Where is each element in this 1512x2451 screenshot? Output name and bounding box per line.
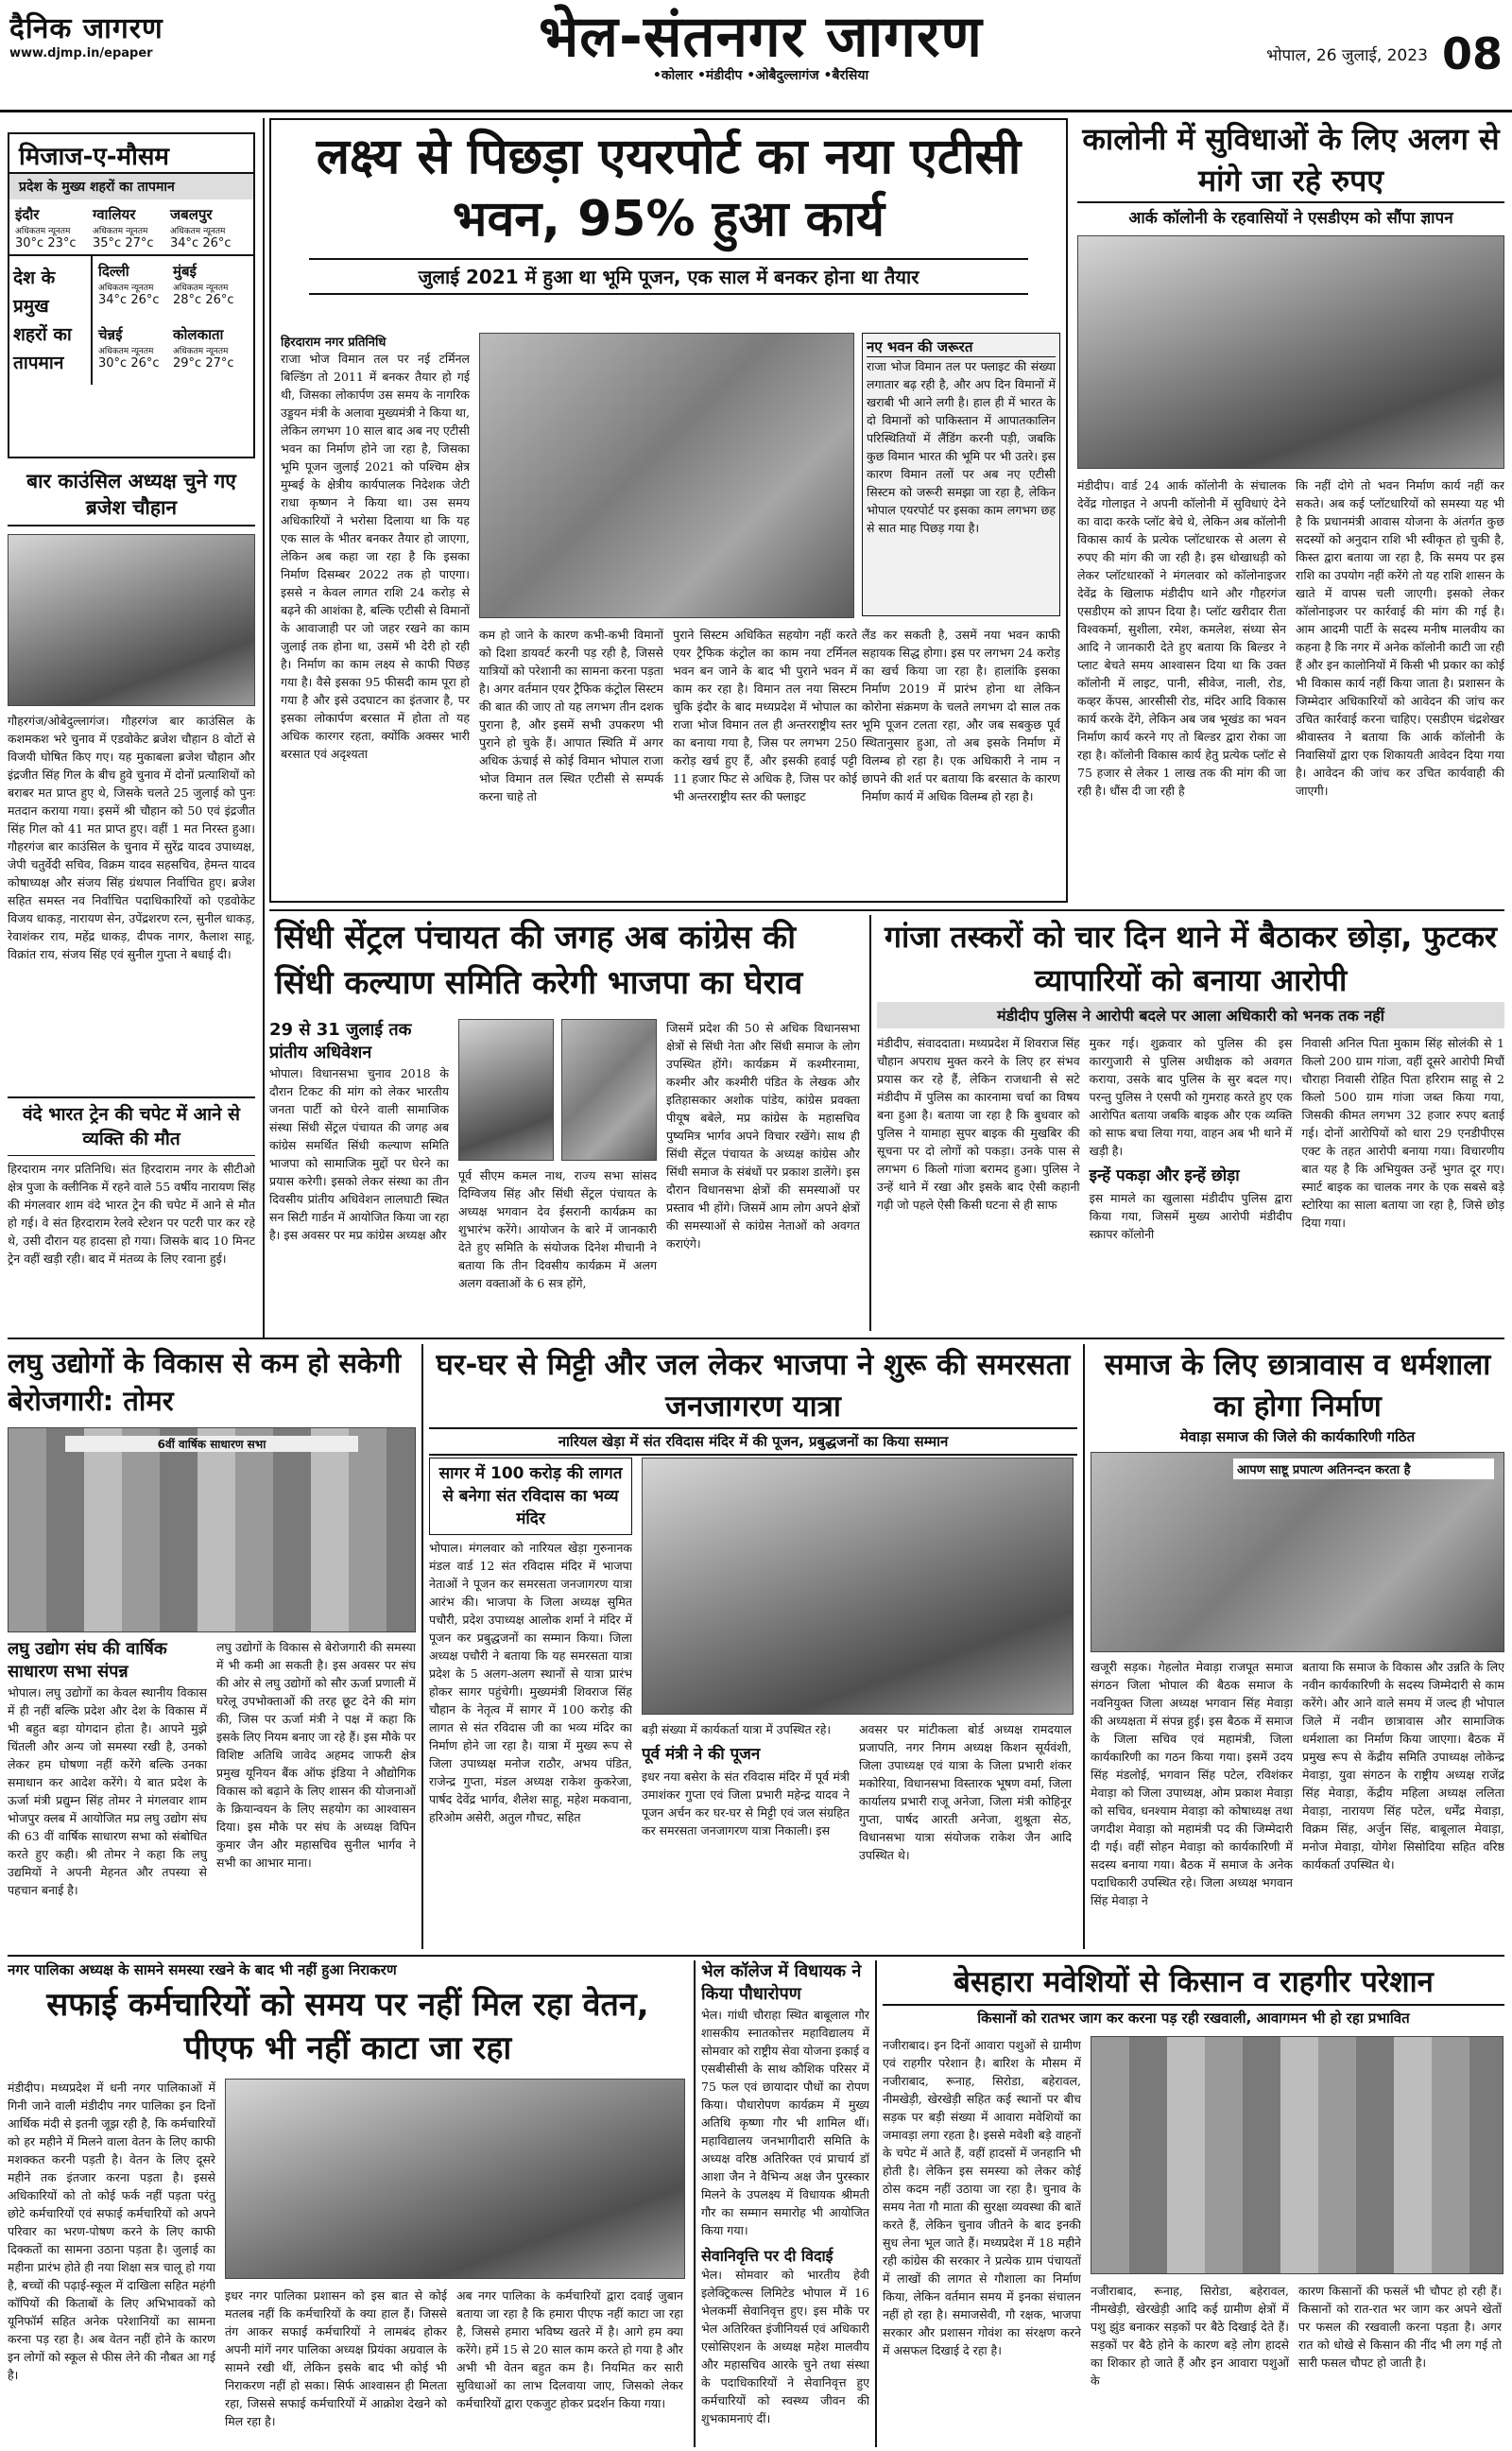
col3: अब नगर पालिका के कर्मचारियों द्वारा दवाई जुबान बताया जा रहा है कि हमारा पीएफ नहीं काटा जा रहा है, जिससे हमारा भविष्य खतरे में है। आगे हम क्या करेंगे। हमें 15 से 20 साल काम करते हो गया है और अभी भी वेतन बहुत कम है। नियमित कर सारी सुविधाओं का लाभ दिलवाया जाए, जिसको लेकर कर्मचारियों द्वारा एकजुट होकर प्रदर्शन किया गया।	[456, 2288, 683, 2410]
col3: अवसर पर मांटीकला बोर्ड अध्यक्ष रामदयाल प्रजापति, नगर निगम अध्यक्ष किशन सूर्यवंशी, जिला उपाध्यक्ष एवं यात्रा के जिला प्रभारी शंकर मकोरिया, विधानसभा विस्तारक भूषण वर्मा, जिला कार्यालय प्रभारी राजू अनेजा, जिला मंत्री कोहिनूर गुप्ता, पार्षद आरती अनेजा, शुश्रूता सेठ, विधानसभा यात्रा संयोजक राकेश जैन आदि उपस्थित थे।	[859, 1722, 1072, 1862]
headline: सिंधी सेंट्रल पंचायत की जगह अब कांग्रेस की सिंधी कल्याण समिति करेगी भाजपा का घेराव	[275, 919, 803, 1002]
headline: लक्ष्य से पिछड़ा एयरपोर्ट का नया एटीसी भवन, 95% हुआ कार्य	[316, 129, 1022, 248]
subhead: किसानों को रातभर जाग कर करना पड़ रही रखवाली, आवागमन भी हो रहा प्रभावित	[883, 2004, 1504, 2028]
box-title: नए भवन की जरूरत	[867, 337, 1056, 357]
col3: निवासी अनिल पिता मुकाम सिंह सोलंकी से 1 किलो 200 ग्राम गांजा, वहीं दूसरे आरोपी मिचौं चौराहा निवासी रोहित पिता हरिराम साहू से 2 किलो 500 ग्राम गांजा जब्त किया गया, जिसकी कीमत लगभग 32 हजार रुपए बताई गई। दोनों आरोपियों को धारा 29 एनडीपीएस एक्ट के तहत आरोपी बनाया गया। विचारणीय बात यह है कि अभियुक्त उन्हें भुगत दूर गए। स्मार्ट बाइक का चालक नगर के एक सबसे बड़े स्टोरिया का साला बताया जा रहा है, जिसे छोड़ दिया गया।	[1301, 1036, 1504, 1230]
sub: सेवानिवृत्ति पर दी विदाई	[701, 2247, 833, 2265]
story-safai	[8, 1960, 688, 2447]
city-gwalior: ग्वालियर अधिकतम न्यूनतम 35°c 27°c	[93, 206, 154, 250]
cattle-photo	[1091, 2036, 1503, 2274]
story-airport	[269, 118, 1068, 903]
col1: भोपाल। मंगलवार को नारियल खेड़ा गुरुनानक मंडल वार्ड 12 संत रविदास मंदिर में भाजपा नेताओं ने पूजन कर समरसता जनजागरण यात्रा आरंभ की। भाजपा के जिला अध्यक्ष सुमित पचौरी, प्रदेश उपाध्यक्ष आलोक शर्मा ने मंदिर में पूजन कर प्रबुद्धजनों का सम्मान किया। जिला अध्यक्ष पचौरी ने बताया कि यह समरसता यात्रा प्रदेश के 5 अलग-अलग स्थानों से यात्रा प्रारंभ होकर सागर पहुंचेगी। मुख्यमंत्री शिवराज सिंह चौहान के नेतृत्व में सागर में 100 करोड़ की लागत से संत रविदास जी का भव्य मंदिर का निर्माण होने जा रहा है। यात्रा में मुख्य रूप से जिला उपाध्यक्ष मनोज राठौर, अभय पंडित, राजेन्द्र गुप्ता, मंडल अध्यक्ष राकेश कुकरेजा, पार्षद देवेंद्र भार्गव, शैलेश साहू, महेश मकवाना, हरिओम असेरी, अतुल गौचट, सहित	[429, 1541, 632, 1824]
col2-b: इस मामले का खुलासा मंडीदीप पुलिस द्वारा किया गया, जिसमें मुख्य आरोपी मंडीदीप स्क्रापर कॉलोनी	[1089, 1191, 1293, 1241]
newspaper-name: दैनिक जागरण	[9, 12, 163, 45]
portrait-photo-2	[561, 1019, 657, 1161]
headline: कालोनी में सुविधाओं के लिए अलग से मांगे जा रहे रुपए	[1082, 121, 1500, 198]
story-colony	[1077, 118, 1504, 903]
page-number: 08	[1441, 28, 1503, 79]
masthead-title-block	[510, 0, 1011, 84]
col3: पुराने सिस्टम अधिकित सहयोग नहीं करते एयर ट्रैफिक कंट्रोल का काम नया टर्मिनल भवन बन जाने के बाद भी पुराने भवन में काम कर रहा है। विमान तल नया सिस्टम चुकि इंदौर के बाद मध्यप्रदेश में भोपाल का राजा भोज विमान तल ही अन्तरराष्ट्रीय स्तर का बनाया गया है, जिस पर लगभग 250 करोड़ खर्च हुए हैं, और इसकी हवाई पट्टी 11 हजार फिट से अधिक है, जिस पर कोई भी अन्तरराष्ट्रीय स्तर की फ्लाइट	[673, 628, 857, 803]
headline: गांजा तस्करों को चार दिन थाने में बैठाकर छोड़ा, फुटकर व्यापारियों को बनाया आरोपी	[884, 919, 1498, 998]
country-label: देश के प्रमुख शहरों का तापमान	[9, 256, 93, 385]
weather-box	[8, 132, 255, 458]
headline: बार काउंसिल अध्यक्ष चुने गए ब्रजेश चौहान	[8, 468, 255, 526]
story-bar-council	[8, 468, 255, 1092]
sub2-body: इधर नया बसेरा के संत रविदास मंदिर में पूर्व मंत्री उमाशंकर गुप्ता एवं जिला प्रभारी महेन्द्र यादव ने पूजन अर्चन कर घर-घर से मिट्टी एवं जल संग्रहित कर समरसता जनजागरण यात्रा निकाली। इस	[642, 1769, 850, 1838]
atc-building-photo	[479, 333, 854, 618]
story-mavesh	[883, 1960, 1504, 2447]
col3: जिसमें प्रदेश की 50 से अधिक विधानसभा क्षेत्रों से सिंधी नेता और सिंधी समाज के लोग उपस्थित होंगे। कार्यक्रम में कश्मीरनामा, कश्मीर और कश्मीरी पंडित के लेखक और इतिहासकार अशोक पांडेय, कांग्रेस प्रवक्ता पीयूष बबेले, मप्र कांग्रेस के महासचिव पुष्यमित्र भार्गव अपने विचार रखेंगे। साथ ही सिंधी सेंट्रल पंचायत के अध्यक्ष कांग्रेस और सिंधी समाज के संबंधों पर प्रकाश डालेंगे। इस दौरान विधानसभा क्षेत्रों की समस्याओं पर प्रस्ताव भी होंगे। जिसमें आम लोग अपने क्षेत्रों की समस्याओं से कांग्रेस नेताओं को अवगत कराएंगे।	[666, 1021, 860, 1251]
city-delhi: दिल्ली अधिकतम न्यूनतम 34°c 26°c	[98, 263, 160, 307]
photo-banner: 6वीं वार्षिक साधारण सभा	[65, 1436, 358, 1452]
sub: 29 से 31 जुलाई तक प्रांतीय अधिवेशन	[269, 1020, 412, 1062]
city-kolkata: कोलकाता अधिकतम न्यूनतम 29°c 27°c	[173, 326, 234, 371]
col1: खजूरी सड़क। गेहलोत मेवाड़ा राजपूत समाज संगठन जिला भोपाल की बैठक समाज के नवनियुक्त जिला अध्यक्ष भगवान सिंह मेवाड़ा की अध्यक्षता में संपन्न हुई। इस बैठक में समाज के जिला सचिव एवं महामंत्री, जिला कार्यकारिणी का गठन किया गया। इसमें उदय सिंह मंडलोई, भगवान सिंह पटेल, रविशंकर मेवाड़ा को जिला उपाध्यक्ष, ओम प्रकाश मेवाड़ा को सचिव, धनश्याम मेवाड़ा को कोषाध्यक्ष तथा जगदीश मेवाड़ा को महामंत्री पद की जिम्मेदारी दी गई। वहीं सोहन मेवाड़ा को कार्यकारिणी में सदस्य बनाया गया। बैठक में समाज के अनेक पदाधिकारी उपस्थित रहे। जिला अध्यक्ष भगवान सिंह मेवाड़ा ने	[1091, 1660, 1293, 1907]
edition-places: •कोलार •मंडीदीप •ओबैदुल्लागंज •बैरसिया	[652, 68, 869, 83]
city-jabalpur: जबलपुर अधिकतम न्यूनतम 34°c 26°c	[170, 206, 232, 250]
masthead-dateline	[1162, 28, 1503, 79]
colony-memo-photo	[1077, 235, 1504, 469]
col1: मंडीदीप, संवाददाता। मध्यप्रदेश में शिवराज सिंह चौहान अपराध मुक्त करने के लिए हर संभव प्रयास कर रहे हैं, लेकिन राजधानी से सटे मंडीदीप में पुलिस का कारनामा चर्चा का विषय बना हुआ है। बताया जा रहा है कि बुधवार को पुलिस ने यामाहा सुपर बाइक की मुखबिर की सूचना पर दो लोगों को पकड़ा। उनके पास से लगभग 6 किलो गांजा बरामद हुआ। पुलिस ने उन्हें थाने में रखा और इसके बाद ऐसी कहानी गढ़ी जो पहले ऐसी किसी घटना से ही साफ	[877, 1036, 1080, 1212]
issue-date: भोपाल, 26 जुलाई, 2023	[1266, 45, 1428, 65]
col5: लैंड कर सकती है, उसमें नया भवन काफी सहायक सिद्ध होगा। इस पर लगभग 24 करोड़ का खर्च किया जा रहा है। हालांकि इसका निर्माण 2019 में प्रारंभ होना था लेकिन कोरोना संक्रमण के चलते लगभग दो साल तक भूमि पूजन टलता रहा, और जब सबकुछ पूर्व स्थितानुसार हुआ, तो अब इसके निर्माण में विलम्ब हो रहा है। एक अधिकारी ने नाम न छापने की शर्त पर बताया कि बरसात के कारण निर्माण कार्य में अधिक विलम्ब हो रहा है।	[862, 628, 1060, 803]
story-laghu-udyog	[8, 1344, 416, 1949]
weather-subtitle: प्रदेश के मुख्य शहरों का तापमान	[9, 174, 253, 199]
story-bhel	[701, 1960, 869, 2447]
story-samaj	[1091, 1344, 1504, 1949]
yatra-photo	[642, 1458, 1074, 1715]
sub: लघु उद्योग संघ की वार्षिक साधारण सभा संपन्न	[8, 1639, 167, 1682]
subhead: जुलाई 2021 में हुआ था भूमि पूजन, एक साल में बनकर होना था तैयार	[309, 258, 1028, 295]
state-cities	[9, 199, 253, 256]
col2: कि नहीं दोगे तो भवन निर्माण कार्य नहीं कर सकते। अब कई प्लॉटधारियों को समस्या यह भी है कि प्रधानमंत्री आवास योजना के अंतर्गत कुछ सदस्यों को अनुदान राशि भी स्वीकृत हो चुकी है, किस्त द्वारा बताया जा रहा है, कि समय पर इस राशि का उपयोग नहीं करेंगे तो यह राशि शासन के खाते में वापस चली जाएगी। इसको लेकर कॉलोनाइजर पर कार्रवाई की मांग की गई है। आम आदमी पार्टी के सदस्य मनीष मालवीय का कहना है कि नगर में अनेक कॉलोनी काटी जा रही हैं और इन कालोनियों में किसी भी प्रकार का कोई भी विकास कार्य नहीं किया जाता है। प्रशासन के जिम्मेदार अधिकारियों को आवेदन की जांच कर उचित कार्रवाई करना चाहिए। एसडीएम चंद्रशेखर श्रीवास्तव ने बताया कि आर्क कॉलोनी के निवासियों द्वारा एक शिकायती आवेदन दिया गया है। आवेदन की जांच कर उचित कार्यवाही की जाएगी।	[1296, 478, 1504, 798]
city-mumbai: मुंबई अधिकतम न्यूनतम 28°c 26°c	[173, 263, 234, 307]
col2: लघु उद्योगों के विकास से बेरोजगारी की समस्या में भी कमी आ सकती है। इस अवसर पर संघ की ओर से लघु उद्योगों को सौर ऊर्जा प्रणाली में घरेलू उपभोक्ताओं की तरह छूट देने की मांग की, जिस पर ऊर्जा मंत्री ने पक्ष में कहा कि इसके लिए नियम बनाए जा रहे हैं। इस मौके पर विशिष्ट अतिथि जावेद अहमद जाफरी क्षेत्र प्रमुख यूनियन बैंक ऑफ इंडिया ने औद्योगिक विकास को बढ़ाने के लिए शासन की योजनाओं के क्रियान्वयन के लिए सहयोग का आश्वासन दिया। इस मौके पर संघ के अध्यक्ष विपिन कुमार जैन और महासचिव सुनील भार्गव ने सभी का आभार माना।	[216, 1640, 416, 1870]
col2: इधर नगर पालिका प्रशासन को इस बात से कोई मतलब नहीं कि कर्मचारियों के क्या हाल हैं। जिससे तंग आकर सफाई कर्मचारियों ने लामबंद होकर अपनी मांगें नगर पालिका अध्यक्ष प्रियंका अग्रवाल के सामने रखी थीं, लेकिन इसके बाद भी कोई भी निराकरण नहीं हो सका। सिर्फ आश्वासन ही मिलता रहा, जिससे सफाई कर्मचारियों में आक्रोश देखने को मिल रहा है।	[225, 2288, 447, 2428]
masthead-brand	[9, 8, 255, 60]
sub-body: भेल। सोमवार को भारतीय हेवी इलेक्ट्रिकल्स लिमिटेड भोपाल में 16 भेलकर्मी सेवानिवृत्त हुए। इस मौके पर भेल अतिरिक्त इंजीनियर्स एवं अधिकारी एसोसिएशन के अध्यक्ष महेश मालवीय और महासचिव आरके चुने तथा संस्था के पदाधिकारियों ने सेवानिवृत्त हुए कर्मचारियों को स्वस्थ्य जीवन की शुभकामनाएं दीं।	[701, 2268, 869, 2425]
headline: वंदे भारत ट्रेन की चपेट में आने से व्यक्ति की मौत	[8, 1098, 255, 1156]
subhead: आर्क कॉलोनी के रहवासियों ने एसडीएम को सौंपा ज्ञापन	[1077, 201, 1504, 228]
body: भेल। गांधी चौराहा स्थित बाबूलाल गौर शासकीय स्नातकोत्तर महाविद्यालय में सोमवार को राष्ट्रीय सेवा योजना इकाई व एसबीसीसी के साथ कौशिक परिसर में 75 फल एवं छायादार पौधों का रोपण किया। पौधारोपण कार्यक्रम में मुख्य अतिथि कृष्णा गौर भी शामिल थीं। महाविद्यालय जनभागीदारी समिति के अध्यक्ष वरिष्ठ अतिरिक्त एवं प्राचार्य डॉ आशा जैन ने वैभिन्य अक्ष जैन पुरस्कार मिलने के उपलक्ष्य में विधायक श्रीमती गौर का सम्मान समारोह भी आयोजित किया गया।	[701, 2008, 869, 2237]
col2: बताया कि समाज के विकास और उन्नति के लिए नवीन कार्यकारिणी के सदस्य जिम्मेदारी से काम करेंगे। और आने वाले समय में जल्द ही भोपाल जिले में नवीन छात्रावास और सामाजिक धर्मशाला का निर्माण किया जाएगा। बैठक में प्रमुख रूप से केंद्रीय समिति उपाध्यक्ष लोकेन्द्र मेवाड़ा, युवा संगठन के राष्ट्रीय अध्यक्ष राजेंद्र सिंह मेवाड़ा, केंद्रीय महिला अध्यक्ष ललिता मेवाड़ा, नारायण सिंह पटेल, धर्मेंद्र मेवाड़ा, विक्रम सिंह, अर्जुन सिंह, बाबूलाल मेवाड़ा, मनोज मेवाड़ा, योगेश सिसोदिया सहित वरिष्ठ कार्यकर्ता उपस्थित थे।	[1302, 1660, 1504, 1872]
headline: सफाई कर्मचारियों को समय पर नहीं मिल रहा वेतन, पीएफ भी नहीं काटा जा रहा	[46, 1986, 649, 2067]
col1: भोपाल। विधानसभा चुनाव 2018 के दौरान टिकट की मांग को लेकर भारतीय जनता पार्टी को घेरने वाली सामाजिक संस्था सिंधी सेंट्रल पंचायत की जगह अब कांग्रेस समर्थित सिंधी कल्याण समिति भाजपा को सामाजिक मुद्दों पर घेरने का प्रयास करेगी। इसको लेकर संस्था का तीन दिवसीय प्रांतीय अधिवेशन लालघाटी स्थित सन सिटी गार्डन में आयोजित किया जा रहा है। इस अवसर पर मप्र कांग्रेस अध्यक्ष और	[269, 1066, 449, 1242]
col1: भोपाल। लघु उद्योगों का केवल स्थानीय विकास में ही नहीं बल्कि प्रदेश और देश के विकास में भी बहुत बड़ा योगदान होता है। आपने मुझे चिंतली और अन्य जो समस्या रखी है, उनको लेकर हम घोषणा नहीं करेंगे बल्कि उनका समाधान कर आदेश करेंगे। ये बात प्रदेश के ऊर्जा मंत्री प्रद्युम्न सिंह तोमर ने मंगलवार शाम भोजपुर क्लब में आयोजित मप्र लघु उद्योग संघ की 63 वीं वार्षिक साधारण सभा को संबोधित करते हुए कही। श्री तोमर ने कहा कि लघु उद्यमियों ने अपनी मेहनत और तपस्या से पहचान बनाई है।	[8, 1685, 207, 1897]
headline: बेसहारा मवेशियों से किसान व राहगीर परेशान	[954, 1965, 1434, 1999]
col2: बड़ी संख्या में कार्यकर्ता यात्रा में उपस्थित रहे।	[642, 1722, 832, 1736]
headline: लघु उद्योगों के विकास से कम हो सकेगी बेरोजगारी: तोमर	[8, 1347, 402, 1417]
city-indore: इंदौर अधिकतम न्यूनतम 30°c 23°c	[15, 206, 77, 250]
samaj-photo	[1091, 1452, 1504, 1652]
story-body: हिरदाराम नगर प्रतिनिधि। संत हिरदाराम नगर के सीटीओ क्षेत्र पुजा के क्लीनिक में रहने वाले 55 वर्षीय नारायण सिंह की मंगलवार शाम वंदे भारत ट्रेन की चपेट में आने से मौत हो गई। वे संत हिरदाराम रेलवे स्टेशन पर पटरी पार कर रहे थे, उसी दौरान यह हादसा हो गया। जिसके बाद 10 मिनट ट्रेन वहीं खड़ी रही। बाद में मंतव्य के लिए रवाना हुई।	[8, 1162, 255, 1266]
edition-title: भेल-संतनगर जागरण	[539, 4, 983, 70]
col2: मुकर गई। शुक्रवार को पुलिस की इस कारगुजारी से पुलिस अधीक्षक को अवगत कराया, उसके बाद पुलिस के सुर बदल गए। परन्तु पुलिस ने एसपी को गुमराह करते हुए एक आरोपित बताया जबकि बाइक और एक व्यक्ति को साफ बचा लिया गया, वाहन अब भी थाने में खड़ी है।	[1089, 1036, 1293, 1158]
byline: हिरदाराम नगर प्रतिनिधि	[281, 336, 387, 350]
col2: नजीराबाद, रूनाह, सिरोडा, बहेरावल, नीमखेड़ी, खेरखेड़ी आदि कई ग्रामीण क्षेत्रों में पशु झुंड बनाकर सड़कों पर बैठे दिखाई देते हैं। सड़कों पर बैठे होने के कारण बड़े लोग हादसे का शिकार हो जाते हैं और इन आवारा पशुओं के	[1091, 2284, 1289, 2388]
samaj-banner: आपण साष्टू प्रपात्ण अतिनन्दन करता है	[1233, 1459, 1494, 1479]
col1: राजा भोज विमान तल पर नई टर्मिनल बिल्डिंग तो 2011 में बनकर तैयार हो गई थी, जिसका लोकार्पण उस समय के नागरिक उड्डयन मंत्री के अलावा मुख्यमंत्री ने किया था, लेकिन लगभग 10 साल बाद अब नए एटीसी भवन का निर्माण होने जा रहा है, जिसका भूमि पूजन जुलाई 2021 को पश्चिम क्षेत्र मुम्बई के क्षेत्रीय कार्यपालक निदेशक जेटी राधा कृष्णन ने किया था। उस समय अधिकारियों ने भरोसा दिलाया था कि यह एक साल के भीतर बनकर तैयार हो जाएगा, लेकिन अब कहा जा रहा है कि इसका निर्माण दिसम्बर 2022 तक हो पाएगा। इससे न केवल लागत राशि 24 करोड़ से बढ़ने की आशंका है, बल्कि एटीसी से विमानों के आवाजाही पर जो जहर रखने का काम जुलाई तक होना था, उसमें भी देरी हो रही है। निर्माण का काम लक्ष्य से काफी पिछड़ गया है। वैसे इसका 95 फीसदी काम पूरा हो गया है और इसे उदघाटन का इंतजार है, पर इसका लोकार्पण बरसात में होता तो यह अधिक कारगर रहता, क्योंकि अक्सर भारी बरसात एवं अदृश्यता	[281, 352, 470, 761]
country-cities	[9, 256, 253, 385]
col1: मंडीदीप। वार्ड 24 आर्क कॉलोनी के संचालक देवेंद्र गोलाइत ने अपनी कॉलोनी में सुविधाएं देने का वादा करके प्लॉट बेचे थे, लेकिन अब कॉलोनी विकास कार्य के प्रत्येक प्लॉटधारक से अलग से रुपए की मांग की जा रही है। इस धोखाधड़ी को लेकर प्लॉटधारकों ने मंगलवार को कॉलोनाइजर देवेंद्र के खिलाफ मंडीदीप थाने और गौहरगंज एसडीएम को ज्ञापन दिया है। प्लॉट खरीदार रीता विश्वकर्मा, सुशीला, रमेश, कमलेश, संध्या सेन आदि ने जानकारी देते हुए बताया कि बिल्डर ने प्लाट बेचते समय आश्वासन दिया था कि उक्त कॉलोनी में लाइट, पानी, सीवेज, नाली, रोड, कव्हर केंपस, आरसीसी रोड, मंदिर आदि विकास कार्य करके देंगे, लेकिन अब जब भूखंड का भवन निर्माण कार्य करने गए तो बिल्डर द्वारा रोका जा रहा है। कॉलोनी विकास कार्य हेतु प्रत्येक प्लॉट से 75 हजार से लेकर 1 लाख तक की मांग की जा रही है। धौंस दी जा रही है	[1077, 478, 1286, 798]
masthead-rule	[0, 110, 1512, 112]
headline: समाज के लिए छात्रावास व धर्मशाला का होगा निर्माण	[1104, 1348, 1491, 1424]
bar-council-photo	[8, 534, 255, 706]
subhead: मेवाड़ा समाज की जिले की कार्यकारिणी गठित	[1179, 1428, 1416, 1445]
new-building-box	[862, 333, 1060, 616]
col2-sub: इन्हें पकड़ा और इन्हें छोड़ा	[1089, 1166, 1240, 1185]
story-samarasta	[429, 1344, 1077, 1949]
city-chennai: चेन्नई अधिकतम न्यूनतम 30°c 26°c	[98, 326, 160, 371]
portrait-photo-1	[458, 1019, 554, 1161]
epaper-url[interactable]: www.djmp.in/epaper	[9, 46, 153, 60]
headline: भेल कॉलेज में विधायक ने किया पौधारोपण	[701, 1961, 862, 2004]
mandir-box: सागर में 100 करोड़ की लागत से बनेगा संत रविदास का भव्य मंदिर	[429, 1458, 632, 1535]
subhead: मंडीदीप पुलिस ने आरोपी बदले पर आला अधिकारी को भनक तक नहीं	[877, 1002, 1504, 1028]
col1: नजीराबाद। इन दिनों आवारा पशुओं से ग्रामीण एवं राहगीर परेशान है। बारिश के मौसम में नजीराबाद, रूनाह, सिरोडा, बहेरावल, नीमखेड़ी, खेरखेड़ी सहित कई स्थानों पर बीच सड़क पर बड़ी संख्या में आवारा मवेशियों का जमावड़ा लगा रहता है। इससे मवेशी बड़े वाहनों के चपेट में आते हैं, वहीं हादसों में जनहानि भी होती है। लेकिन इस समस्या को लेकर कोई ठोस कदम नहीं उठाया जा रहा है। चुनाव के समय नेता गौ माता की सुरक्षा व्यवस्था की बातें करते हैं, लेकिन चुनाव जीतने के बाद इनकी सुध लेना भूल जाते हैं। मध्यप्रदेश में 18 महीने रही कांग्रेस की सरकार ने प्रत्येक ग्राम पंचायतों में लाखों की लागत से गौशाला का निर्माण किया, लेकिन वर्तमान समय में इनका संचालन नहीं हो रहा है। समाजसेवी, गौ रक्षक, भाजपा सरकार और प्रशासन गोवंश का संरक्षण करने में असफल दिखाई दे रहा है।	[883, 2038, 1081, 2357]
box-body: राजा भोज विमान तल पर फ्लाइट की संख्या लगातार बढ़ रही है, और अप दिन विमानों में खराबी भी आने लगी है। हाल ही में भारत के दो विमानों को पाकिस्तान में आपातकालिन परिस्थितियों में लैंडिंग करनी पड़ी, जबकि कुछ विमान भारत की भूमि पर भी उतरे। इस कारण विमान तलों पर अब नए एटीसी सिस्टम को जरूरी समझा जा रहा है, लेकिन भोपाल एयरपोर्ट पर इसका काम लगभग छह से सात माह पिछड़ गया है।	[867, 359, 1056, 535]
story-vande-bharat	[8, 1096, 255, 1333]
headline: घर-घर से मिट्टी और जल लेकर भाजपा ने शुरू की समरसता जनजागरण यात्रा	[436, 1348, 1071, 1424]
weather-title: मिजाज-ए-मौसम	[9, 134, 253, 174]
kicker: नगर पालिका अध्यक्ष के सामने समस्या रखने के बाद भी नहीं हुआ निराकरण	[8, 1961, 397, 1978]
col2: कम हो जाने के कारण कभी-कभी विमानों को दिशा डायवर्ट करनी पड़ रही है, जिससे यात्रियों को परेशानी का सामना करना पड़ता है। अगर वर्तमान एयर ट्रैफिक कंट्रोल सिस्टम की बात की जाए तो यह लगभग तीन दशक पुराना है, और इसमें सभी उपकरण भी पुराने हो चुके हैं। आपात स्थिति में अगर अधिक ऊंचाई से कोई विमान भोपाल राजा भोज विमान तल स्थित एटीसी से सम्पर्क करना चाहे तो	[479, 628, 663, 803]
col3: कारण किसानों की फसलें भी चौपट हो रही हैं। किसानों को रात-रात भर जाग कर अपने खेतों पर फसल की रखवाली करना पड़ता है। अगर रात को धोखे से किसान की नींद भी लग गई तो सारी फसल चौपट हो जाती है।	[1298, 2284, 1502, 2370]
col2: पूर्व सीएम कमल नाथ, राज्य सभा सांसद दिग्विजय सिंह और सिंधी सेंट्रल पंचायत के अध्यक्ष भगवान देव ईसरानी कार्यक्रम का शुभारंभ करेंगे। आयोजन के बारे में जानकारी देते हुए समिति के संयोजक दिनेश मीचानी ने बताया कि तीन दिवसीय कार्यक्रम में अलग अलग वक्ताओं के 6 सत्र होंगे,	[458, 1168, 657, 1290]
sub2: पूर्व मंत्री ने की पूजन	[642, 1745, 761, 1764]
safai-workers-photo	[225, 2079, 685, 2279]
col1: मंडीदीप। मध्यप्रदेश में धनी नगर पालिकाओं में गिनी जाने वाली मंडीदीप नगर पालिका इन दिनों आर्थिक मंदी से इतनी जूझ रही है, कि कर्मचारियों को हर महीने में मिलने वाला वेतन के लिए काफी मशक्कत करनी पड़ती है। वेतन के लिए दूसरे महीने तक इंतजार करना पड़ता है। इससे अधिकारियों को तो कोई फर्क नहीं पड़ता परंतु छोटे कर्मचारियों एवं सफाई कर्मचारियों को अपने परिवार का भरण-पोषण करने के लिए काफी दिक्कतों का सामना उठाना पड़ता है। जुलाई का महीना प्रारंभ होते ही नया शिक्षा सत्र चालू हो गया है, बच्चों की पढ़ाई-स्कूल में दाखिला सहित महंगी कॉपियों की किताबों के लिए अभिभावकों को यूनिफॉर्म सहित अनेक परेशानियों का सामना करना पड़ रहा है। अब वेतन नहीं होने के कारण इन लोगों को स्कूल से फीस लेने की नौबत आ गई है।	[8, 2080, 215, 2382]
subhead: नारियल खेड़ा में संत रविदास मंदिर में की पूजन, प्रबुद्धजनों का किया सम्मान	[429, 1427, 1077, 1456]
story-sindhi	[269, 915, 865, 1331]
story-body: गौहरगंज/ओबेदुल्लागंज। गौहरगंज बार काउंसिल के कशमकश भरे चुनाव में एडवोकेट ब्रजेश चौहान 8 वोटों से विजयी घोषित किए गए। यह मुकाबला ब्रजेश चौहान और इंद्रजीत सिंह गिल के बीच हुवे चुनाव में दोनों प्रत्याशियों को बराबर मत प्राप्त हुए थे, जिसके चलते 25 जुलाई को पुनः मतदान कराया गया। इसमें श्री चौहान को 50 एवं इंद्रजीत सिंह गिल को 41 मत प्राप्त हुए। वहीं 1 मत निरस्त हुआ। गौहरगंज बार काउंसिल के चुनाव में सुरेंद्र यादव उपाध्यक्ष, जेपी चतुर्वेदी सचिव, विक्रम यादव सहसचिव, हेमन्त यादव कोषाध्यक्ष और संजय सिंह ग्रंथपाल निर्वाचित हुए। ब्रजेश सहित समस्त नव निर्वाचित पदाधिकारियों को एडवोकेट विजय धाकड़, नारायण सेन, उपेंद्रशरण रत्न, सुनील धाकड़, रेवाशंकर राय, महेंद्र धाकड़, दीपक नागर, कैलाश साहू, विक्रांत राय, संजय सिंह एवं सुनील गुप्ता ने बधाई दी।	[8, 714, 255, 961]
story-ganja	[877, 915, 1504, 1331]
sabha-photo	[8, 1427, 416, 1632]
